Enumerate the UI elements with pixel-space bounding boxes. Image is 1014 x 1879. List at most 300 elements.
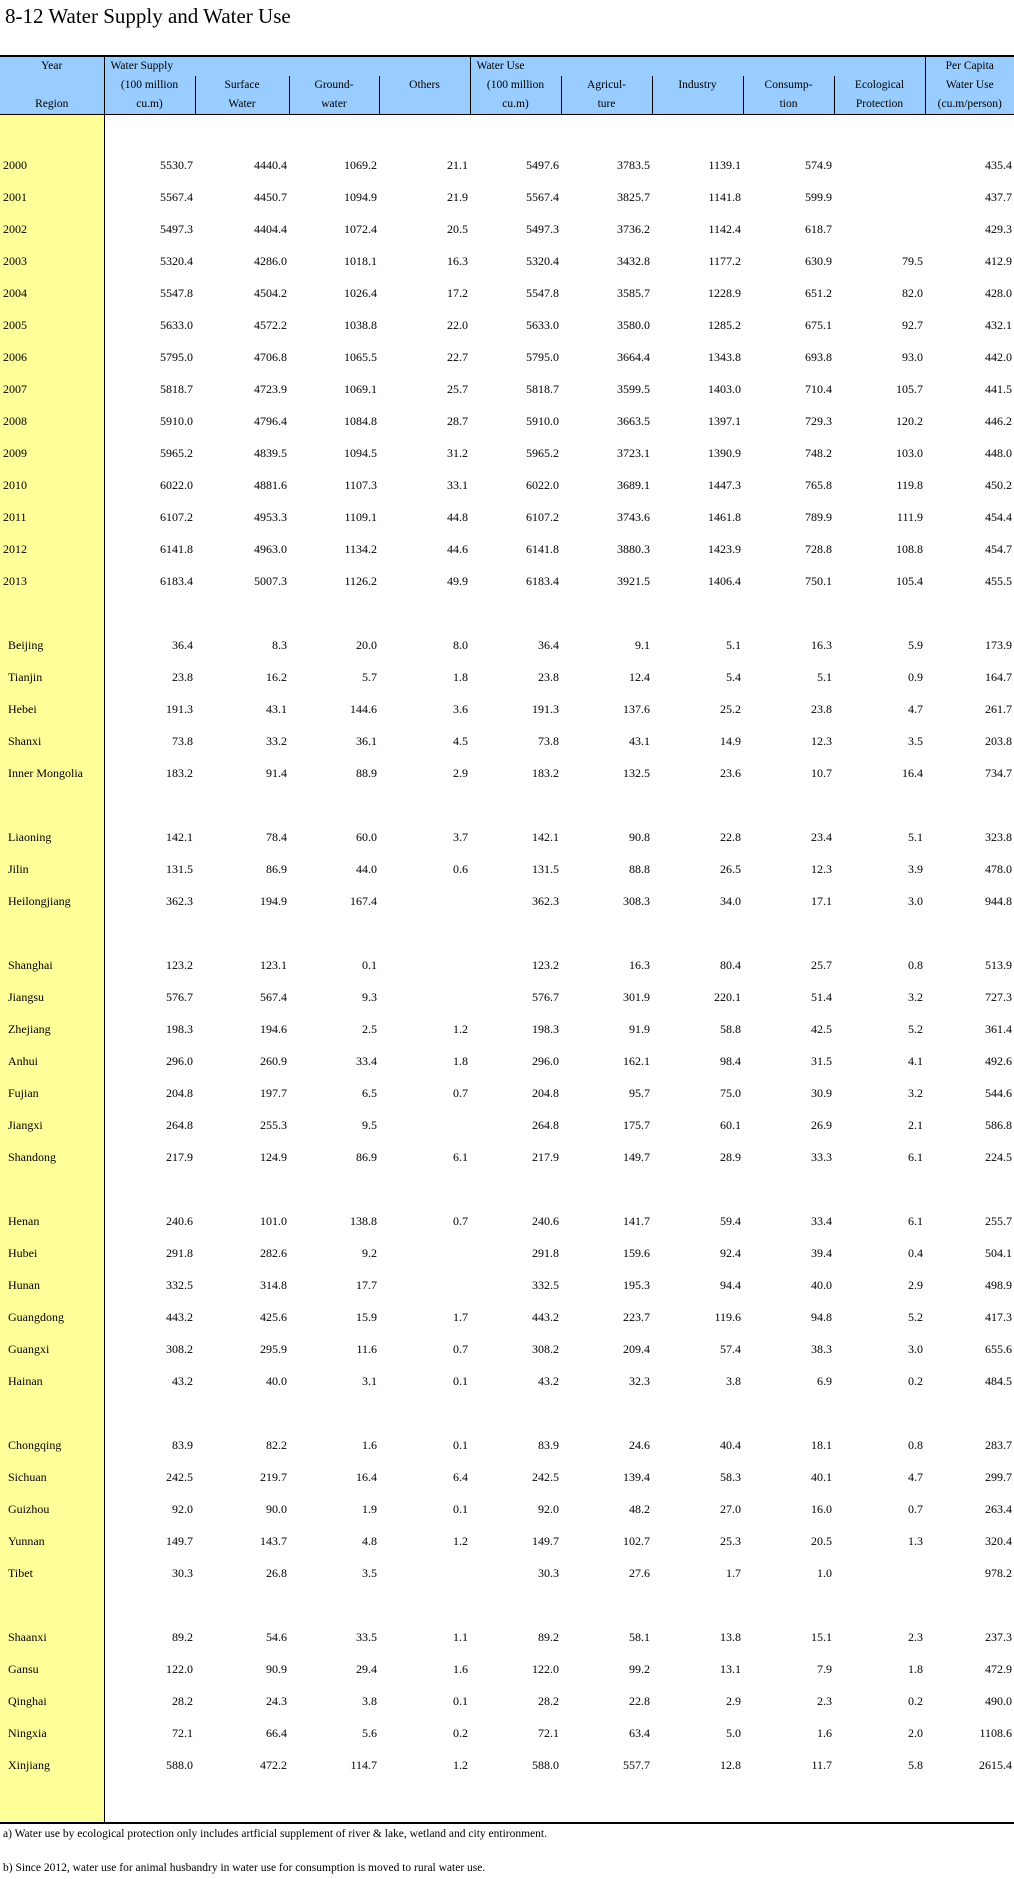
table-cell: 72.1 xyxy=(538,1725,560,1740)
year-label: 2008 xyxy=(0,405,104,437)
spacer-row xyxy=(0,1781,1014,1823)
spacer-row xyxy=(0,1173,1014,1205)
table-cell: 4404.4 xyxy=(254,221,287,236)
year-label: 2001 xyxy=(0,181,104,213)
table-cell: 4440.4 xyxy=(254,157,287,172)
table-cell: 28.2 xyxy=(538,1693,560,1708)
spacer-row xyxy=(0,1589,1014,1621)
region-label: Ningxia xyxy=(0,1717,104,1749)
table-cell: 22.7 xyxy=(447,349,469,364)
table-row xyxy=(0,405,1014,437)
table-cell: 204.8 xyxy=(166,1085,193,1100)
table-cell: 0.7 xyxy=(453,1085,469,1100)
table-cell: 5497.3 xyxy=(160,221,193,236)
table-cell: 710.4 xyxy=(805,381,833,396)
table-row xyxy=(0,1013,1014,1045)
table-cell: 13.8 xyxy=(720,1629,742,1644)
table-cell: 15.9 xyxy=(356,1309,377,1324)
table-cell: 137.6 xyxy=(623,701,651,716)
table-cell: 729.3 xyxy=(805,413,833,428)
table-cell: 3743.6 xyxy=(617,509,651,524)
table-cell: 183.2 xyxy=(166,765,193,780)
header-others-blank xyxy=(379,95,470,115)
table-cell: 8.0 xyxy=(453,637,469,652)
table-cell: 40.4 xyxy=(720,1437,742,1452)
table-cell: 5530.7 xyxy=(160,157,193,172)
table-cell: 204.8 xyxy=(532,1085,560,1100)
table-cell: 220.1 xyxy=(714,989,742,1004)
table-cell: 20.0 xyxy=(356,637,377,652)
table-cell: 43.2 xyxy=(172,1373,193,1388)
table-cell: 9.3 xyxy=(362,989,377,1004)
table-cell: 5818.7 xyxy=(526,381,560,396)
region-label: Jiangxi xyxy=(0,1109,104,1141)
header-eco-1: Ecological xyxy=(834,76,925,95)
table-row xyxy=(0,213,1014,245)
table-cell: 58.3 xyxy=(720,1469,742,1484)
table-header xyxy=(0,56,1014,115)
table-cell: 1.6 xyxy=(362,1437,377,1452)
table-cell: 138.8 xyxy=(350,1213,377,1228)
table-cell: 3.0 xyxy=(908,1341,924,1356)
table-cell: 219.7 xyxy=(260,1469,287,1484)
table-cell: 5.1 xyxy=(908,829,924,844)
region-label: Guangdong xyxy=(0,1301,104,1333)
table-cell xyxy=(834,181,925,213)
table-cell: 5.2 xyxy=(908,1021,924,1036)
table-cell: 82.0 xyxy=(902,285,924,300)
header-supply-unit-1: (100 million xyxy=(104,76,195,95)
table-cell: 60.1 xyxy=(720,1117,742,1132)
table-row xyxy=(0,437,1014,469)
table-row xyxy=(0,853,1014,885)
spacer-row xyxy=(0,1397,1014,1429)
table-cell xyxy=(379,981,470,1013)
table-row xyxy=(0,821,1014,853)
spacer-label-cell xyxy=(0,1173,104,1205)
header-others: Others xyxy=(379,76,470,95)
table-cell: 131.5 xyxy=(532,861,560,876)
table-cell: 1.2 xyxy=(453,1757,469,1772)
table-cell: 33.5 xyxy=(356,1629,377,1644)
year-label: 2003 xyxy=(0,245,104,277)
table-cell: 3599.5 xyxy=(617,381,651,396)
table-cell: 224.5 xyxy=(985,1149,1013,1164)
table-cell: 95.7 xyxy=(629,1085,651,1100)
table-row xyxy=(0,1301,1014,1333)
table-cell: 441.5 xyxy=(985,381,1013,396)
header-surface-2: Water xyxy=(195,95,289,115)
table-cell: 17.7 xyxy=(356,1277,377,1292)
table-cell: 296.0 xyxy=(532,1053,560,1068)
table-cell: 25.7 xyxy=(811,957,833,972)
table-cell: 443.2 xyxy=(166,1309,193,1324)
table-cell: 3663.5 xyxy=(617,413,651,428)
table-cell: 12.3 xyxy=(811,861,833,876)
table-cell: 43.2 xyxy=(538,1373,560,1388)
table-row xyxy=(0,1045,1014,1077)
region-label: Guangxi xyxy=(0,1333,104,1365)
spacer-label-cell xyxy=(0,1589,104,1621)
table-cell: 217.9 xyxy=(166,1149,193,1164)
table-cell: 5007.3 xyxy=(254,573,287,588)
table-cell: 21.1 xyxy=(447,157,469,172)
table-row xyxy=(0,1237,1014,1269)
table-cell: 432.1 xyxy=(985,317,1013,332)
table-cell: 0.1 xyxy=(453,1501,469,1516)
table-cell: 79.5 xyxy=(902,253,924,268)
table-cell: 4504.2 xyxy=(254,285,287,300)
table-cell: 167.4 xyxy=(350,893,377,908)
table-cell: 78.4 xyxy=(266,829,287,844)
table-cell: 16.4 xyxy=(356,1469,377,1484)
table-cell: 3.6 xyxy=(453,701,469,716)
header-supply-unit-2: cu.m) xyxy=(104,95,195,115)
table-cell: 750.1 xyxy=(805,573,833,588)
table-row xyxy=(0,1141,1014,1173)
table-cell: 1461.8 xyxy=(708,509,742,524)
table-cell: 223.7 xyxy=(623,1309,651,1324)
table-cell: 25.7 xyxy=(447,381,469,396)
table-cell: 6107.2 xyxy=(160,509,193,524)
table-cell: 1069.2 xyxy=(344,157,377,172)
table-cell: 36.4 xyxy=(172,637,193,652)
header-agri-1: Agricul- xyxy=(561,76,652,95)
table-cell: 16.3 xyxy=(447,253,469,268)
table-cell: 39.4 xyxy=(811,1245,833,1260)
table-cell: 3.8 xyxy=(726,1373,742,1388)
table-cell: 21.9 xyxy=(447,189,469,204)
header-water-supply: Water Supply xyxy=(104,56,470,76)
table-cell: 3.2 xyxy=(908,1085,924,1100)
table-cell: 513.9 xyxy=(985,957,1013,972)
table-cell: 1406.4 xyxy=(708,573,742,588)
table-cell: 5633.0 xyxy=(526,317,560,332)
table-cell: 727.3 xyxy=(985,989,1013,1004)
table-cell: 20.5 xyxy=(447,221,469,236)
table-cell: 22.0 xyxy=(447,317,469,332)
table-cell: 131.5 xyxy=(166,861,193,876)
table-row xyxy=(0,725,1014,757)
table-cell: 5965.2 xyxy=(160,445,193,460)
table-cell: 6.9 xyxy=(817,1373,833,1388)
table-cell: 5497.3 xyxy=(526,221,560,236)
table-cell: 498.9 xyxy=(985,1277,1013,1292)
table-cell: 588.0 xyxy=(532,1757,560,1772)
table-cell: 89.2 xyxy=(538,1629,560,1644)
table-cell: 0.6 xyxy=(453,861,469,876)
table-cell: 5567.4 xyxy=(160,189,193,204)
table-cell: 291.8 xyxy=(532,1245,560,1260)
table-cell xyxy=(379,1269,470,1301)
table-cell: 0.2 xyxy=(908,1693,924,1708)
table-cell: 4723.9 xyxy=(254,381,287,396)
table-row xyxy=(0,1461,1014,1493)
table-cell: 675.1 xyxy=(805,317,833,332)
table-cell: 651.2 xyxy=(805,285,833,300)
table-cell: 18.1 xyxy=(811,1437,833,1452)
table-cell: 3.1 xyxy=(362,1373,377,1388)
table-cell: 72.1 xyxy=(172,1725,193,1740)
table-cell: 455.5 xyxy=(985,573,1013,588)
spacer-cell xyxy=(104,917,1014,949)
table-cell: 484.5 xyxy=(985,1373,1013,1388)
table-cell: 43.1 xyxy=(266,701,287,716)
table-cell: 6183.4 xyxy=(160,573,193,588)
table-cell: 567.4 xyxy=(260,989,287,1004)
table-cell xyxy=(379,1109,470,1141)
table-cell: 6107.2 xyxy=(526,509,560,524)
table-cell: 308.2 xyxy=(166,1341,193,1356)
table-cell: 90.8 xyxy=(629,829,651,844)
table-cell: 33.4 xyxy=(356,1053,377,1068)
table-row xyxy=(0,981,1014,1013)
table-cell: 24.6 xyxy=(629,1437,651,1452)
table-cell: 143.7 xyxy=(260,1533,287,1548)
table-cell: 332.5 xyxy=(166,1277,193,1292)
table-cell: 101.0 xyxy=(260,1213,287,1228)
table-cell: 3689.1 xyxy=(617,477,651,492)
table-cell: 6.1 xyxy=(453,1149,469,1164)
table-cell: 93.0 xyxy=(902,349,924,364)
table-cell: 33.3 xyxy=(811,1149,833,1164)
table-cell: 0.7 xyxy=(453,1341,469,1356)
year-label: 2000 xyxy=(0,149,104,181)
table-cell: 492.6 xyxy=(985,1053,1013,1068)
table-cell: 5818.7 xyxy=(160,381,193,396)
table-cell: 4963.0 xyxy=(254,541,287,556)
table-cell: 3.2 xyxy=(908,989,924,1004)
table-cell: 450.2 xyxy=(985,477,1013,492)
table-cell: 240.6 xyxy=(532,1213,560,1228)
table-cell: 361.4 xyxy=(985,1021,1013,1036)
table-cell: 1108.6 xyxy=(979,1725,1013,1740)
table-cell: 43.1 xyxy=(629,733,651,748)
table-cell: 26.5 xyxy=(720,861,742,876)
table-cell: 544.6 xyxy=(985,1085,1013,1100)
table-cell: 6.1 xyxy=(908,1149,924,1164)
table-cell: 3.5 xyxy=(908,733,924,748)
table-cell: 472.2 xyxy=(260,1757,287,1772)
spacer-cell xyxy=(104,789,1014,821)
table-cell: 454.4 xyxy=(985,509,1013,524)
header-ground-2: water xyxy=(289,95,379,115)
table-cell: 0.1 xyxy=(362,957,377,972)
footnote-a: a) Water use by ecological protection only includes artficial supplement of river & lake, wetland and city entironment. xyxy=(3,1828,547,1840)
table-cell: 102.7 xyxy=(623,1533,651,1548)
header-water-use: Water Use xyxy=(470,56,925,76)
table-cell: 5497.6 xyxy=(526,157,560,172)
table-row xyxy=(0,693,1014,725)
table-cell: 36.1 xyxy=(356,733,377,748)
year-label: 2013 xyxy=(0,565,104,597)
table-cell: 123.2 xyxy=(166,957,193,972)
table-cell: 1126.2 xyxy=(344,573,377,588)
table-cell: 33.4 xyxy=(811,1213,833,1228)
table-cell: 1038.8 xyxy=(344,317,377,332)
table-cell: 26.9 xyxy=(811,1117,833,1132)
table-cell: 197.7 xyxy=(260,1085,287,1100)
table-cell: 5.1 xyxy=(817,669,833,684)
table-cell: 191.3 xyxy=(532,701,560,716)
table-cell xyxy=(834,149,925,181)
table-cell xyxy=(379,1237,470,1269)
table-cell: 59.4 xyxy=(720,1213,742,1228)
table-cell: 4706.8 xyxy=(254,349,287,364)
region-label: Hubei xyxy=(0,1237,104,1269)
table-cell: 242.5 xyxy=(532,1469,560,1484)
table-cell: 1.8 xyxy=(453,1053,469,1068)
table-cell: 17.1 xyxy=(811,893,833,908)
table-row xyxy=(0,1557,1014,1589)
table-cell: 40.0 xyxy=(266,1373,287,1388)
table-cell: 92.7 xyxy=(902,317,924,332)
table-cell: 242.5 xyxy=(166,1469,193,1484)
table-cell: 5.6 xyxy=(362,1725,377,1740)
table-cell: 34.0 xyxy=(720,893,742,908)
table-cell: 3.0 xyxy=(908,893,924,908)
table-cell: 16.0 xyxy=(811,1501,833,1516)
table-cell: 557.7 xyxy=(623,1757,651,1772)
table-cell: 23.8 xyxy=(811,701,833,716)
table-cell: 1.1 xyxy=(453,1629,469,1644)
table-row xyxy=(0,1493,1014,1525)
table-cell: 295.9 xyxy=(260,1341,287,1356)
table-cell: 91.9 xyxy=(629,1021,651,1036)
table-cell: 3585.7 xyxy=(617,285,651,300)
table-cell: 5.2 xyxy=(908,1309,924,1324)
table-cell: 5965.2 xyxy=(526,445,560,460)
table-cell: 139.4 xyxy=(623,1469,651,1484)
table-cell: 48.2 xyxy=(629,1501,651,1516)
table-cell: 13.1 xyxy=(720,1661,742,1676)
table-cell: 264.8 xyxy=(166,1117,193,1132)
table-cell: 98.4 xyxy=(720,1053,742,1068)
table-cell: 2.9 xyxy=(453,765,469,780)
table-cell: 162.1 xyxy=(623,1053,651,1068)
table-cell: 435.4 xyxy=(985,157,1013,172)
table-cell: 2.3 xyxy=(817,1693,833,1708)
table-row xyxy=(0,1365,1014,1397)
table-cell: 54.6 xyxy=(266,1629,287,1644)
table-cell: 164.7 xyxy=(985,669,1013,684)
footnote-b: b) Since 2012, water use for animal husbandry in water use for consumption is moved to rural water use. xyxy=(3,1862,486,1874)
table-body xyxy=(0,115,1014,1824)
region-label: Hunan xyxy=(0,1269,104,1301)
table-cell: 1.2 xyxy=(453,1021,469,1036)
table-cell: 0.2 xyxy=(453,1725,469,1740)
table-cell: 58.8 xyxy=(720,1021,742,1036)
table-cell: 574.9 xyxy=(805,157,833,172)
table-cell: 30.3 xyxy=(172,1565,193,1580)
table-cell: 9.2 xyxy=(362,1245,377,1260)
table-cell: 5.7 xyxy=(362,669,377,684)
table-cell: 92.0 xyxy=(538,1501,560,1516)
table-cell: 296.0 xyxy=(166,1053,193,1068)
region-label: Heilongjiang xyxy=(0,885,104,917)
table-cell: 576.7 xyxy=(532,989,560,1004)
table-cell: 0.1 xyxy=(453,1373,469,1388)
year-label: 2007 xyxy=(0,373,104,405)
table-cell: 599.9 xyxy=(805,189,833,204)
table-cell: 5.4 xyxy=(726,669,742,684)
header-per-capita-1: Per Capita xyxy=(925,56,1014,76)
region-label: Hebei xyxy=(0,693,104,725)
table-cell: 3783.5 xyxy=(617,157,651,172)
spacer-cell xyxy=(104,1397,1014,1429)
spacer-label-cell xyxy=(0,1781,104,1823)
table-cell: 16.4 xyxy=(902,765,924,780)
table-cell: 6.4 xyxy=(453,1469,469,1484)
year-label: 2005 xyxy=(0,309,104,341)
table-cell: 618.7 xyxy=(805,221,833,236)
table-cell: 6183.4 xyxy=(526,573,560,588)
table-cell: 5547.8 xyxy=(526,285,560,300)
table-cell: 1.2 xyxy=(453,1533,469,1548)
table-cell: 30.9 xyxy=(811,1085,833,1100)
spacer-cell xyxy=(104,1173,1014,1205)
table-row xyxy=(0,757,1014,789)
table-cell: 2.5 xyxy=(362,1021,377,1036)
table-cell: 198.3 xyxy=(532,1021,560,1036)
table-row xyxy=(0,1525,1014,1557)
table-cell: 88.9 xyxy=(356,765,377,780)
table-cell: 194.6 xyxy=(260,1021,287,1036)
table-cell: 51.4 xyxy=(811,989,833,1004)
table-cell: 1107.3 xyxy=(344,477,377,492)
spacer-label-cell xyxy=(0,917,104,949)
table-cell: 3.8 xyxy=(362,1693,377,1708)
region-label: Chongqing xyxy=(0,1429,104,1461)
table-cell: 655.6 xyxy=(985,1341,1013,1356)
table-cell: 0.7 xyxy=(453,1213,469,1228)
table-cell: 1423.9 xyxy=(708,541,742,556)
region-label: Gansu xyxy=(0,1653,104,1685)
table-cell: 3664.4 xyxy=(617,349,651,364)
table-cell: 3825.7 xyxy=(617,189,651,204)
year-label: 2009 xyxy=(0,437,104,469)
table-cell: 132.5 xyxy=(623,765,651,780)
table-cell: 2.0 xyxy=(908,1725,924,1740)
table-cell xyxy=(834,1557,925,1589)
table-cell: 1403.0 xyxy=(708,381,742,396)
table-cell: 5910.0 xyxy=(526,413,560,428)
region-label: Qinghai xyxy=(0,1685,104,1717)
table-cell: 29.4 xyxy=(356,1661,377,1676)
spacer-cell xyxy=(104,1781,1014,1823)
table-cell: 33.1 xyxy=(447,477,469,492)
table-cell: 12.8 xyxy=(720,1757,742,1772)
table-cell: 23.6 xyxy=(720,765,742,780)
table-cell: 42.5 xyxy=(811,1021,833,1036)
table-cell: 44.0 xyxy=(356,861,377,876)
table-row xyxy=(0,1717,1014,1749)
table-cell: 44.8 xyxy=(447,509,469,524)
table-cell: 693.8 xyxy=(805,349,833,364)
table-cell: 301.9 xyxy=(623,989,651,1004)
table-cell: 448.0 xyxy=(985,445,1013,460)
table-cell: 5633.0 xyxy=(160,317,193,332)
table-cell: 26.8 xyxy=(266,1565,287,1580)
table-cell: 308.2 xyxy=(532,1341,560,1356)
table-cell: 1.9 xyxy=(362,1501,377,1516)
spacer-row xyxy=(0,115,1014,150)
table-cell: 446.2 xyxy=(985,413,1013,428)
table-cell: 454.7 xyxy=(985,541,1013,556)
table-cell: 141.7 xyxy=(623,1213,651,1228)
table-cell: 314.8 xyxy=(260,1277,287,1292)
table-cell: 16.3 xyxy=(629,957,651,972)
